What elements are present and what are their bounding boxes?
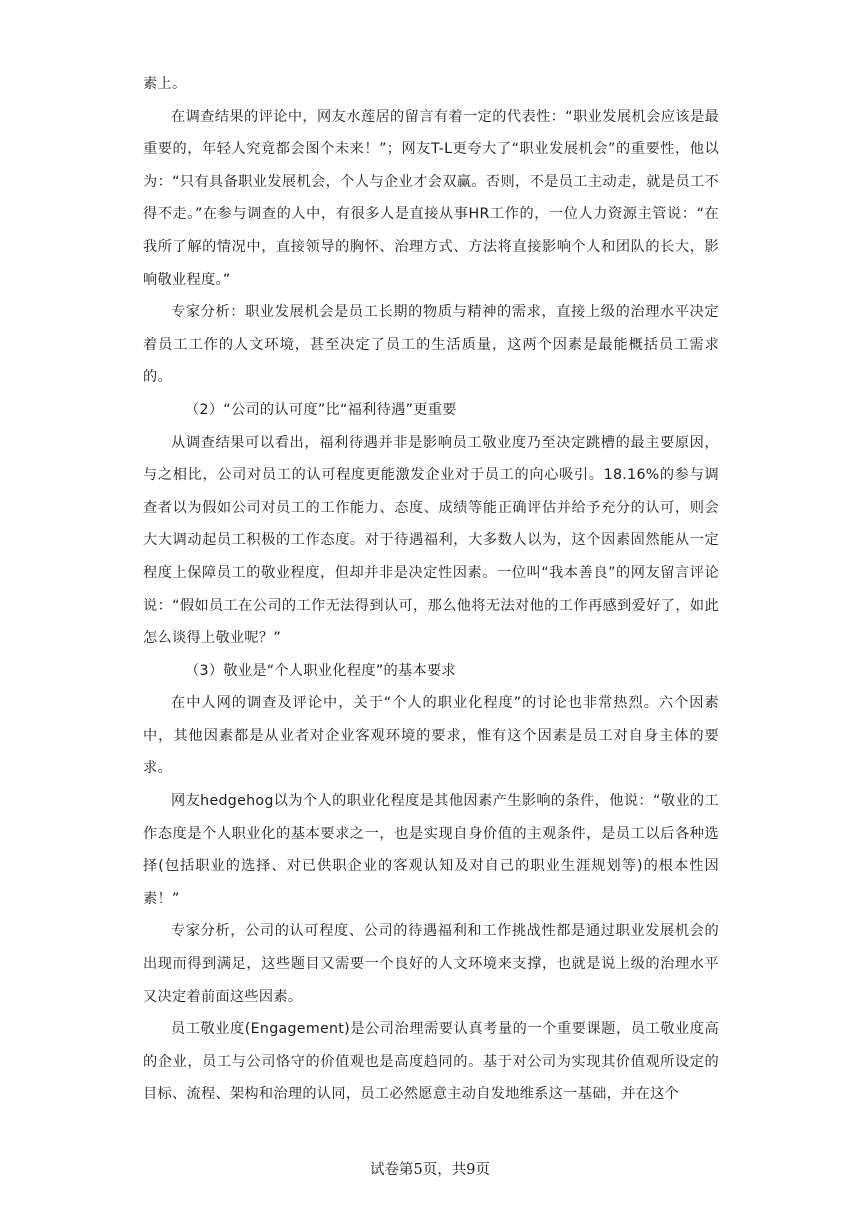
paragraph-recognition: 从调查结果可以看出，福利待遇并非是影响员工敬业度乃至决定跳槽的最主要原因，与之相比，公司对员工的认可程度更能激发企业对于员工的向心吸引。18.16%的参与调查者以为假如公司对员工的工作能力、态度、成绩等能正确评估并给予充分的认可，则会大大调动起员工积极的工作态度。对于待遇福利，大多数人以为，这个因素固然能从一定程度上保障员工的敬业程度，但却并非是决定性因素。一位叫“我本善良”的网友留言评论说：“假如员工在公司的工作无法得到认可，那么他将无法对他的工作再感到爱好了，如此怎么谈得上敬业呢？” <box>143 434 719 647</box>
section-heading-3: （3）敬业是“个人职业化程度”的基本要求 <box>185 662 456 679</box>
paragraph-engagement: 员工敬业度(Engagement)是公司治理需要认真考量的一个重要课题，员工敬业度高的企业，员工与公司恪守的价值观也是高度趋同的。基于对公司为实现其价值观所设定的目标、流程、架构和治理的认同，员工必然愿意主动自发地维系这一基础，并在这个 <box>143 1021 719 1103</box>
body-text <box>143 68 719 1111</box>
paragraph-netizen-comments: 在调查结果的评论中，网友水莲居的留言有着一定的代表性：“职业发展机会应该是最重要的，年轻人究竟都会图个未来！”；网友T-L更夸大了“职业发展机会”的重要性，他以为：“只有具备职业发展机会，个人与企业才会双赢。否则，不是员工主动走，就是员工不得不走。”在参与调查的人中，有很多人是直接从事HR工作的，一位人力资源主管说：“在我所了解的情况中，直接领导的胸怀、治理方式、方法将直接影响个人和团队的长大，影响敬业程度。” <box>143 108 719 288</box>
section-heading-2: （2）“公司的认可度”比“福利待遇”更重要 <box>185 401 457 418</box>
paragraph-continuation: 素上。 <box>143 76 187 92</box>
paragraph-hedgehog: 网友hedgehog以为个人的职业化程度是其他因素产生影响的条件，他说：“敬业的工作态度是个人职业化的基本要求之一，也是实现自身价值的主观条件，是员工以后各种选择(包括职业的选择、对已供职企业的客观认知及对自己的职业生涯规划等)的根本性因素！” <box>143 793 719 907</box>
paragraph-expert-analysis-2: 专家分析，公司的认可程度、公司的待遇福利和工作挑战性都是通过职业发展机会的出现而得到满足，这些题目又需要一个良好的人文环境来支撑，也就是说上级的治理水平又决定着前面这些因素。 <box>143 923 719 1005</box>
paragraph-professionalism: 在中人网的调查及评论中，关于“个人的职业化程度”的讨论也非常热烈。六个因素中，其他因素都是从业者对企业客观环境的要求，惟有这个因素是员工对自身主体的要求。 <box>143 695 719 777</box>
page-footer: 试卷第5页，共9页 <box>370 1162 490 1178</box>
paragraph-expert-analysis-1: 专家分析：职业发展机会是员工长期的物质与精神的需求，直接上级的治理水平决定着员工工作的人文环境，甚至决定了员工的生活质量，这两个因素是最能概括员工需求的。 <box>143 304 719 386</box>
